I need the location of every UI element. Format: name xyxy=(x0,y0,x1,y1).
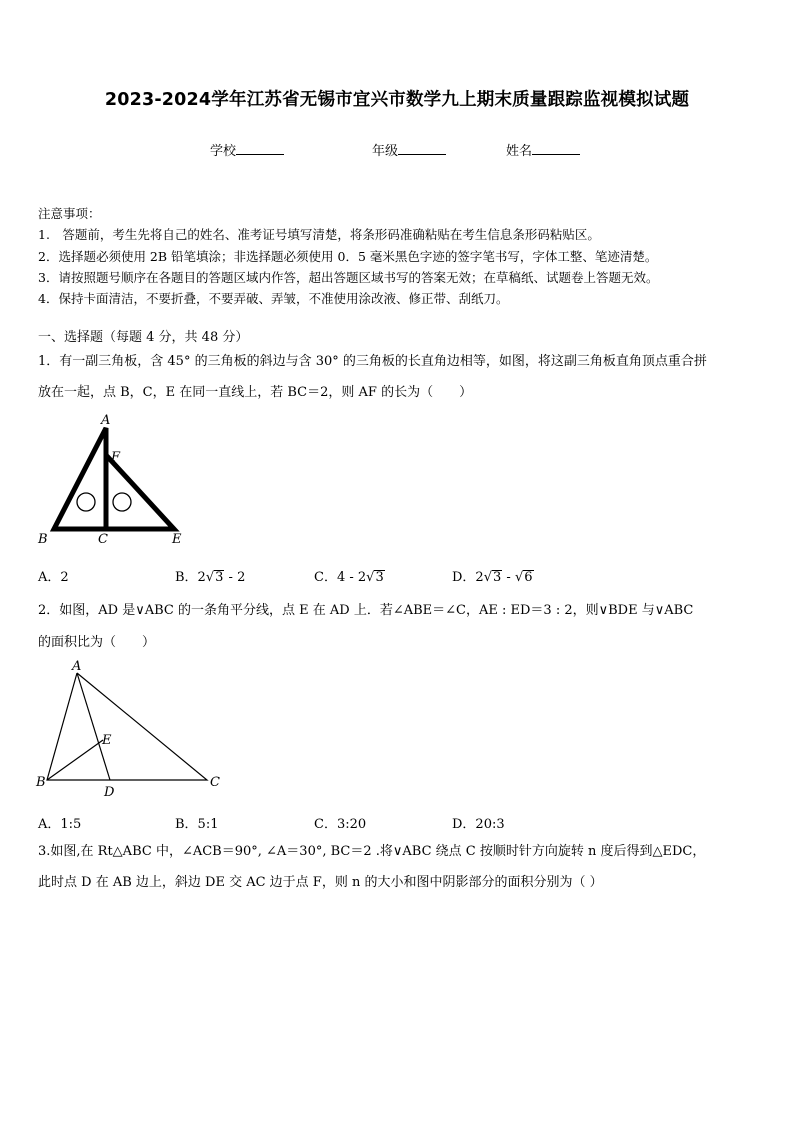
notes-heading: 注意事项： xyxy=(38,206,101,221)
q2-segment-ad xyxy=(77,673,110,780)
q2-option-d[interactable]: D．20:3 xyxy=(452,817,505,832)
q3-line2: 此时点 D 在 AB 边上，斜边 DE 交 AC 边于点 F，则 n 的大小和图中阴影部分的面积分别为（ ） xyxy=(38,875,603,890)
q1-option-c-prefix: C．4 - 2 xyxy=(314,570,367,585)
q2-label-b: B xyxy=(36,775,46,790)
q1-option-b-suffix: - 2 xyxy=(224,570,246,585)
q1-option-c-radicand: 3 xyxy=(375,570,384,585)
q1-hole-right xyxy=(113,493,131,511)
school-field[interactable] xyxy=(210,140,284,159)
q1-option-a[interactable]: A．2 xyxy=(38,570,69,585)
page-title: 2023-2024学年江苏省无锡市宜兴市数学九上期末质量跟踪监视模拟试题 xyxy=(104,90,690,110)
name-field[interactable] xyxy=(506,140,580,159)
name-blank[interactable] xyxy=(532,142,580,155)
notes-block xyxy=(38,203,658,309)
q2-option-a[interactable]: A．1:5 xyxy=(38,817,82,832)
q1-option-d-radicand1: 3 xyxy=(493,570,502,585)
q1-label-c: C xyxy=(98,532,108,547)
grade-field[interactable] xyxy=(372,140,446,159)
q1-hole-left xyxy=(77,493,95,511)
q3-line1: 3.如图,在 Rt△ABC 中，∠ACB＝90°, ∠A＝30°, BC＝2 .将∨ABC 绕点 C 按顺时针方向旋转 n 度后得到△EDC， xyxy=(38,844,706,859)
q2-segment-be xyxy=(47,740,103,780)
q1-line2: 放在一起，点 B，C，E 在同一直线上，若 BC＝2，则 AF 的长为（ ） xyxy=(38,385,473,400)
note-item: 2．选择题必须使用 2B 铅笔填涂；非选择题必须使用 0．5 毫米黑色字迹的签字笔书写，字体工整、笔迹清楚。 xyxy=(38,248,658,264)
q1-label-f: F xyxy=(111,450,121,465)
q2-option-b[interactable]: B．5:1 xyxy=(175,817,219,832)
q1-label-e: E xyxy=(172,532,182,547)
q1-option-d-mid: - xyxy=(502,570,515,585)
q2-label-a: A xyxy=(72,660,82,674)
grade-label: 年级 xyxy=(372,144,399,159)
q2-option-c[interactable]: C．3:20 xyxy=(314,817,367,832)
q1-triangle-45 xyxy=(54,428,106,529)
q2-label-c: C xyxy=(210,775,220,790)
q1-label-a: A xyxy=(101,413,111,428)
q1-option-b-radicand: 3 xyxy=(215,570,224,585)
note-item: 4．保持卡面清洁，不要折叠，不要弄破、弄皱，不准使用涂改液、修正带、刮纸刀。 xyxy=(38,291,509,307)
q1-option-d-radicand2: 6 xyxy=(524,570,533,585)
q1-option-c[interactable]: C．4 - 2√3 xyxy=(314,570,384,585)
q2-line1: 2．如图，AD 是∨ABC 的一条角平分线，点 E 在 AD 上．若∠ABE＝∠C，AE : ED＝3 : 2，则∨BDE 与∨ABC xyxy=(38,603,694,618)
note-item: 3．请按照题号顺序在各题目的答题区域内作答，超出答题区域书写的答案无效；在草稿纸、试题卷上答题无效。 xyxy=(38,269,659,285)
q2-triangle-abc xyxy=(47,673,207,780)
q1-triangle-30 xyxy=(106,455,174,529)
q1-label-b: B xyxy=(38,532,48,547)
school-label: 学校 xyxy=(210,144,237,159)
name-label: 姓名 xyxy=(506,144,533,159)
q1-line1: 1．有一副三角板，含 45° 的三角板的斜边与含 30° 的三角板的长直角边相等，如图，将这副三角板直角顶点重合拼 xyxy=(38,354,707,369)
school-blank[interactable] xyxy=(236,142,284,155)
q1-figure xyxy=(30,410,200,550)
q1-option-b[interactable]: B．2√3 - 2 xyxy=(175,570,246,585)
section-heading: 一、选择题（每题 4 分，共 48 分） xyxy=(38,330,249,345)
q1-option-d[interactable]: D．2√3 - √6 xyxy=(452,570,533,585)
q1-option-d-prefix: D．2 xyxy=(452,570,484,585)
q2-label-e: E xyxy=(102,733,112,748)
q1-option-b-prefix: B．2 xyxy=(175,570,206,585)
q2-line2: 的面积比为（ ） xyxy=(38,635,156,650)
grade-blank[interactable] xyxy=(398,142,446,155)
q2-label-d: D xyxy=(104,785,115,800)
q2-figure xyxy=(30,660,230,802)
note-item: 1. 答题前，考生先将自己的姓名、准考证号填写清楚，将条形码准确粘贴在考生信息条形码粘贴区。 xyxy=(38,227,600,243)
